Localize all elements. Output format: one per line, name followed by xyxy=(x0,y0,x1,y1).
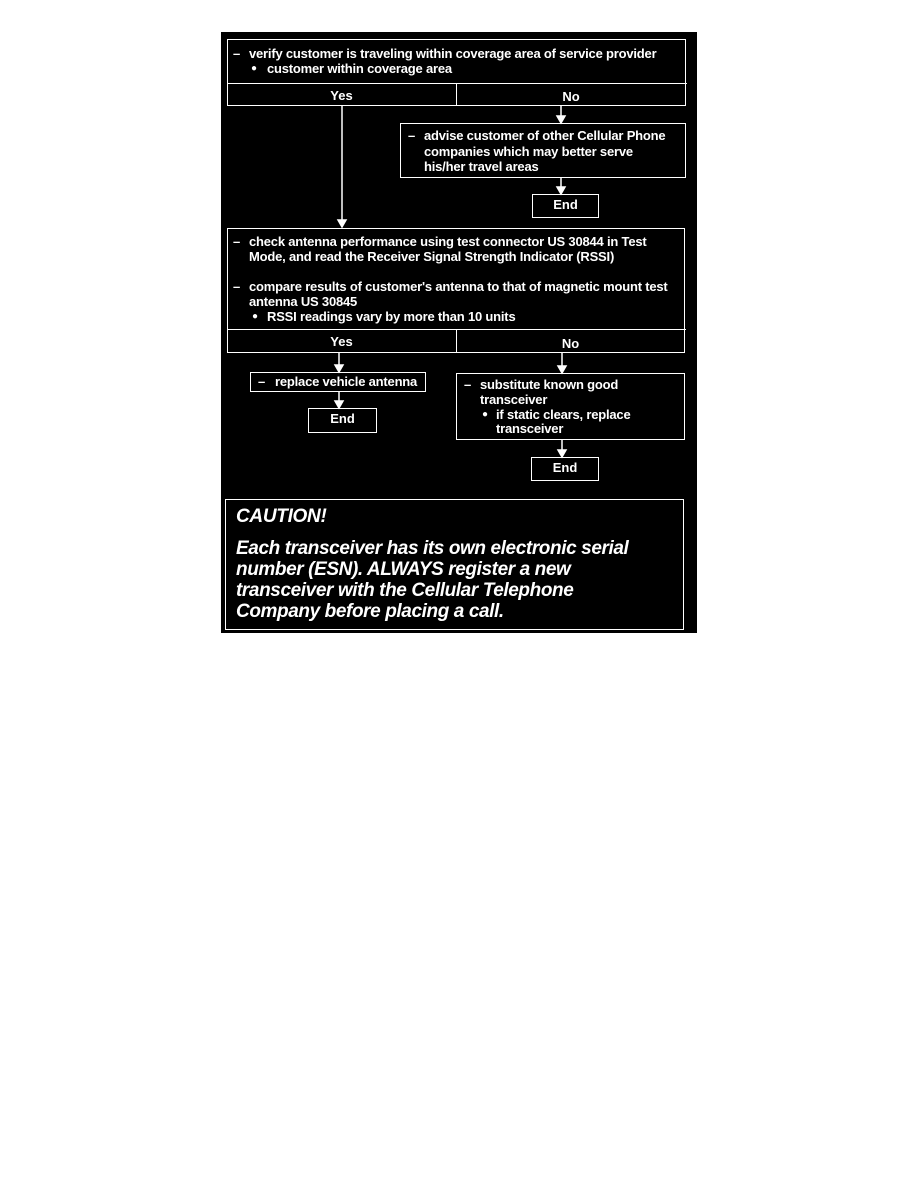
replace-action: replace vehicle antenna xyxy=(275,374,418,389)
end-box-2: End xyxy=(308,408,377,433)
advise-line1: advise customer of other Cellular Phone xyxy=(424,128,666,143)
arrowhead-no-1 xyxy=(557,116,565,123)
substitute-line1: substitute known good xyxy=(480,377,619,392)
arrowhead-replace-end xyxy=(335,401,343,408)
step2-no-label: No xyxy=(561,336,580,351)
replace-dash: – xyxy=(258,374,266,389)
step2-dash1: – xyxy=(233,234,241,249)
step2-yes-label: Yes xyxy=(330,334,353,349)
substitute-line2: transceiver xyxy=(480,392,548,407)
end-box-3: End xyxy=(531,457,599,481)
step2-action1-line1: check antenna performance using test connector US 30844 in Test xyxy=(249,234,647,249)
step2-bullet: ● xyxy=(252,311,258,322)
step1-dash: – xyxy=(233,46,241,61)
caution-line3: transceiver with the Cellular Telephone xyxy=(236,580,574,601)
step2-action2-line2: antenna US 30845 xyxy=(249,294,358,309)
caution-heading: CAUTION! xyxy=(236,506,327,527)
caution-line1: Each transceiver has its own electronic serial xyxy=(236,538,629,559)
substitute-sub-line2: transceiver xyxy=(496,421,564,436)
step2-condition: RSSI readings vary by more than 10 units xyxy=(267,309,516,324)
flowchart-panel xyxy=(221,32,697,633)
step2-action1-line2: Mode, and read the Receiver Signal Strength Indicator (RSSI) xyxy=(249,249,615,264)
arrowhead-no-2 xyxy=(558,366,566,373)
substitute-dash: – xyxy=(464,377,472,392)
advise-dash: – xyxy=(408,128,416,143)
caution-line4: Company before placing a call. xyxy=(236,601,504,622)
arrowhead-substitute-end xyxy=(558,450,566,457)
advise-line3: his/her travel areas xyxy=(424,159,539,174)
step1-no-label: No xyxy=(562,89,580,104)
step1-condition: customer within coverage area xyxy=(267,61,452,76)
arrowhead-yes-2 xyxy=(335,365,343,372)
step1-bullet: ● xyxy=(251,63,257,74)
substitute-bullet: ● xyxy=(482,409,488,420)
substitute-sub-line1: if static clears, replace xyxy=(496,407,631,422)
arrowhead-yes-1 xyxy=(338,220,346,227)
advise-line2: companies which may better serve xyxy=(424,144,633,159)
arrowhead-advise-end xyxy=(557,187,565,194)
step2-dash2: – xyxy=(233,279,241,294)
step2-action2-line1: compare results of customer's antenna to that of magnetic mount test xyxy=(249,279,668,294)
end-box-1: End xyxy=(532,194,599,218)
step1-yes-label: Yes xyxy=(330,88,353,103)
caution-line2: number (ESN). ALWAYS register a new xyxy=(236,559,571,580)
step1-action: verify customer is traveling within coverage area of service provider xyxy=(249,46,657,61)
